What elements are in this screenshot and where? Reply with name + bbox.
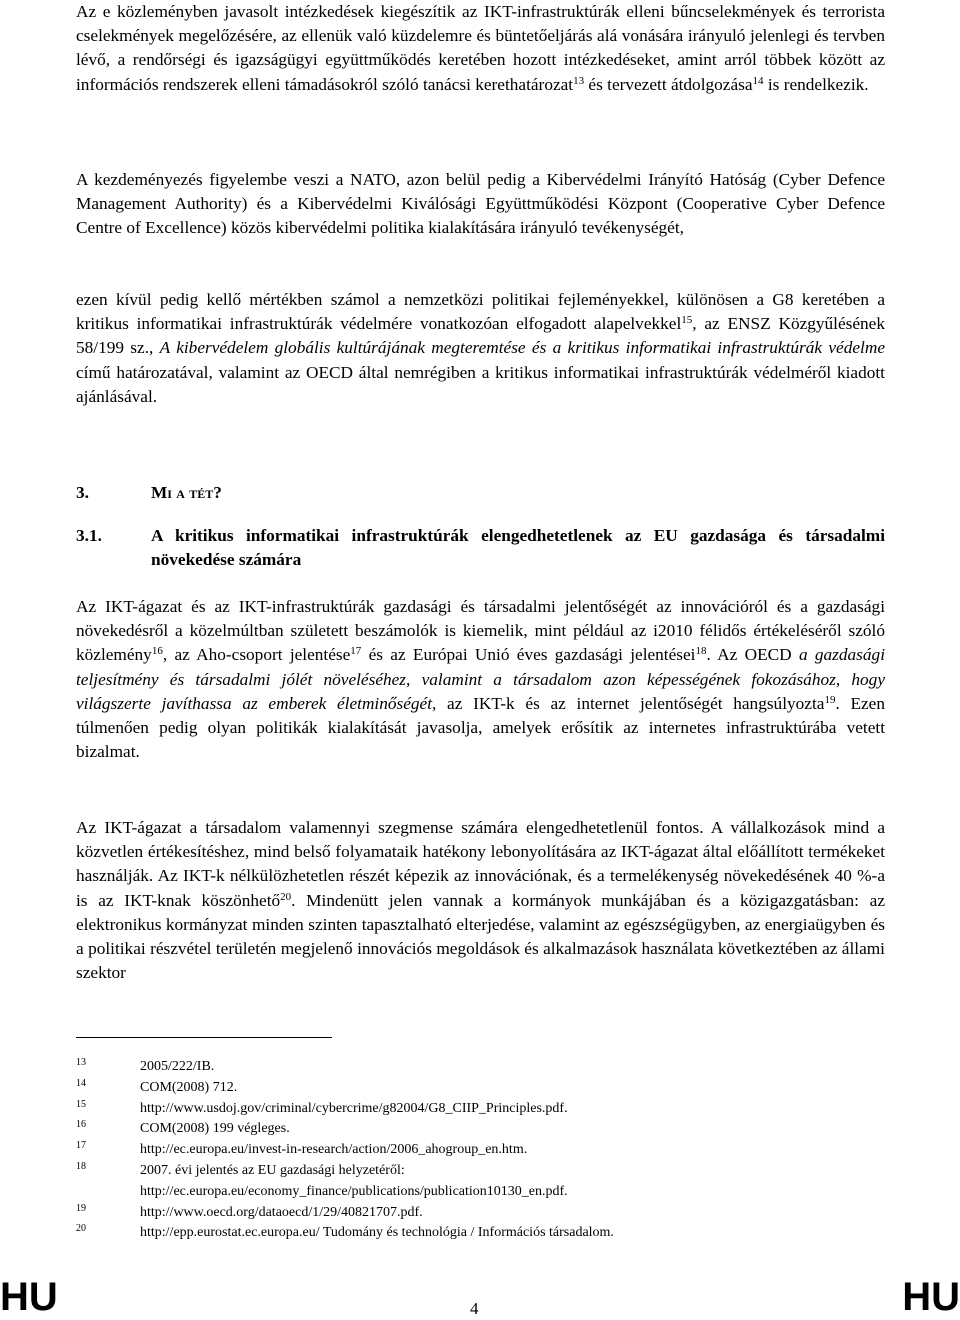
paragraph-1 — [76, 0, 885, 97]
paragraph-5 — [76, 816, 885, 985]
paragraph-3 — [76, 288, 885, 409]
footnote-ref-13[interactable]: 13 — [573, 74, 585, 87]
footnote-separator — [76, 1037, 332, 1038]
paragraph-1-text-a: Az e közleményben javasolt intézkedések kiegészítik az IKT-infrastruktúrák elleni bűncselekmények és terrorista cselekmények megelőzésére, az ellenük való küzdelemre és büntetőeljárás alá vonására irányuló jelenlegi és tervben lévő, a rendőrségi és igazságügyi együttműködés keretében hozott intézkedéseket, amint arról többek között az információs rendszerek elleni támadásokról szóló tanácsi kerethatározat — [76, 2, 885, 94]
footnote-number: 16 — [76, 1119, 86, 1131]
footnote-20[interactable] — [76, 1223, 885, 1244]
footer-language-right: HU — [902, 1275, 960, 1319]
footnotes — [76, 1057, 885, 1244]
footnote-link[interactable]: http://ec.europa.eu/economy_finance/publications/publication10130_en.pdf. — [140, 1183, 568, 1199]
footnote-ref-17[interactable]: 17 — [350, 645, 362, 658]
paragraph-5-text-b: . Mindenütt jelen vannak a kormányok munkájában és a közigazgatásban: az elektronikus kormányzat minden szinten tapasztalható elterjedése, valamint az egészségügyben, az energiaügyben és a politikai részvétel területén megjelenő innovációs megoldások és alkalmazások használata következtében az állami szektor — [76, 890, 885, 983]
resolution-title: A kibervédelem globális kultúrájának megteremtése és a kritikus informatikai infrastruktúrák védelme — [159, 338, 885, 358]
subsection-title: A kritikus informatikai infrastruktúrák elengedhetetlenek az EU gazdasága és társadalmi növekedése számára — [151, 526, 885, 569]
footnote-16 — [76, 1119, 885, 1140]
footnote-number: 14 — [76, 1077, 86, 1089]
page-number: 4 — [470, 1299, 479, 1318]
paragraph-4-text-a: Az IKT-ágazat és az IKT-infrastruktúrák gazdasági és társadalmi jelentőségét az innovációról és a gazdasági növekedésről a közelmúltban született beszámolók is kiemelik, mint például az i2010 félidős értékeléséről szóló közlemény — [76, 597, 885, 665]
footnote-ref-16[interactable]: 16 — [151, 645, 163, 658]
footnote-link[interactable]: http://epp.eurostat.ec.europa.eu/ Tudomány és technológia / Információs társadalom. — [140, 1225, 614, 1241]
paragraph-1-text-c: is rendelkezik. — [763, 74, 869, 94]
footnote-17[interactable] — [76, 1140, 885, 1161]
paragraph-4-text-e: , az IKT-k és az internet jelentőségét hangsúlyozta — [432, 693, 825, 713]
footnote-text: COM(2008) 199 végleges. — [140, 1121, 290, 1137]
paragraph-3-text-c: című határozatával, valamint az OECD által nemrégiben a kritikus informatikai infrastruktúrák védelméről kiadott ajánlásával. — [76, 362, 885, 406]
paragraph-4 — [76, 595, 885, 764]
paragraph-4-text-b: , az Aho-csoport jelentése — [162, 645, 351, 665]
footnote-ref-19[interactable]: 19 — [824, 693, 836, 706]
paragraph-3-text-b: , az ENSZ Közgyűlésének 58/199 sz., — [76, 314, 885, 358]
footnote-text: COM(2008) 712. — [140, 1079, 238, 1095]
footnote-18 — [76, 1161, 885, 1203]
footnote-14 — [76, 1078, 885, 1099]
footnote-number: 18 — [76, 1160, 86, 1172]
footnote-15[interactable] — [76, 1099, 885, 1120]
footnote-13 — [76, 1057, 885, 1078]
footnote-ref-18[interactable]: 18 — [695, 645, 707, 658]
section-number: 3. — [76, 483, 89, 502]
paragraph-2: A kezdeményezés figyelembe veszi a NATO, azon belül pedig a Kibervédelmi Irányító Hatóság (Cyber Defence Management Authority) és a Kibervédelmi Kiválósági Együttműködési Központ (Cooperative Cyber Defence Centre of Excellence) közös kibervédelmi politika kialakítására irányuló tevékenységét, — [76, 170, 885, 238]
footnote-ref-14[interactable]: 14 — [752, 74, 764, 87]
footer-language-left: HU — [0, 1275, 58, 1319]
section-title: Mi a tét? — [151, 483, 222, 502]
footnote-number: 15 — [76, 1098, 86, 1110]
footnote-number: 13 — [76, 1057, 86, 1068]
footnote-link[interactable]: http://www.oecd.org/dataoecd/1/29/40821707.pdf. — [140, 1204, 423, 1220]
footnote-number: 17 — [76, 1140, 86, 1152]
paragraph-5-text-a: Az IKT-ágazat a társadalom valamennyi szegmense számára elengedhetetlenül fontos. A vállalkozások mind a közvetlen értékesítéshez, mind belső folyamataik hatékony lebonyolítására az IKT-ágazat által előállított termékeket használják. Az IKT-k nélkülözhetetlen részét képezik az innovációnak, és a termelékenység növekedésének 40 %-a is az IKT-knak köszönhető — [76, 818, 885, 910]
paragraph-4-text-c: és az Európai Unió éves gazdasági jelentései — [361, 645, 696, 665]
paragraph-4-italic: a gazdasági teljesítmény és társadalmi jólét növeléséhez, valamint a társadalom azon képességének fokozásához, hogy világszerte javíthassa az emberek életminőségét — [76, 645, 885, 713]
footnote-link[interactable]: http://www.usdoj.gov/criminal/cybercrime/g82004/G8_CIIP_Principles.pdf. — [140, 1100, 568, 1116]
footnote-number: 20 — [76, 1223, 86, 1235]
footnote-link[interactable]: http://ec.europa.eu/invest-in-research/action/2006_ahogroup_en.htm. — [140, 1142, 528, 1158]
footnote-text: 2005/222/IB. — [140, 1059, 215, 1074]
paragraph-4-text-f: . Ezen túlmenően pedig olyan politikák kialakítását javasolja, amelyek erősítik az internetes infrastruktúrába vetett bizalmat. — [76, 693, 885, 762]
paragraph-1-text-b: és tervezett átdolgozása — [584, 74, 753, 94]
footnote-text: 2007. évi jelentés az EU gazdasági helyzetéről: — [140, 1162, 405, 1178]
footnote-number: 19 — [76, 1202, 86, 1214]
footnote-19[interactable] — [76, 1203, 885, 1224]
paragraph-4-text-d: . Az OECD — [706, 645, 799, 665]
paragraph-3-text-a: ezen kívül pedig kellő mértékben számol a nemzetközi politikai fejleményekkel, különösen a G8 keretében a kritikus informatikai infrastruktúrák védelmére vonatkozóan elfogadott alapelvekkel — [76, 290, 885, 334]
footnote-ref-15[interactable]: 15 — [681, 314, 693, 327]
footnote-ref-20[interactable]: 20 — [280, 890, 292, 903]
subsection-number: 3.1. — [76, 526, 102, 545]
